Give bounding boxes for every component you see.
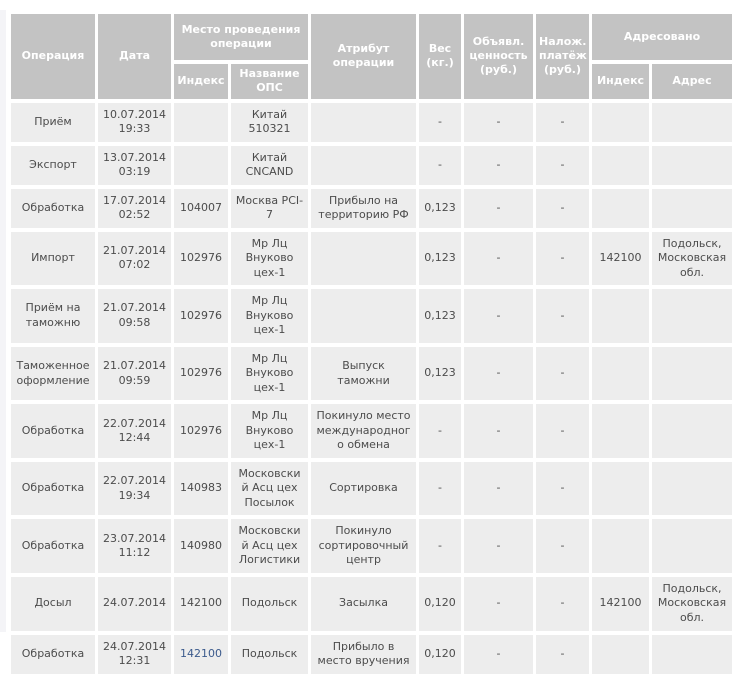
time-value: 02:52 bbox=[118, 208, 151, 222]
cell-attribute: Покинуло место международного обмена bbox=[311, 404, 416, 458]
cell-declared-value: - bbox=[464, 103, 533, 142]
cell-address bbox=[652, 189, 732, 228]
cell-cod: - bbox=[536, 577, 589, 631]
cell-address bbox=[652, 462, 732, 516]
date-value: 23.07.2014 bbox=[103, 531, 166, 545]
time-value: 09:58 bbox=[118, 316, 151, 329]
cell-declared-value: - bbox=[464, 232, 533, 286]
tracking-table-body bbox=[11, 103, 732, 674]
cell-operation: Обработка bbox=[11, 635, 95, 674]
date-value: 21.07.2014 bbox=[103, 359, 166, 373]
cell-cod: - bbox=[536, 347, 589, 401]
cell-weight: 0,123 bbox=[419, 189, 461, 228]
cell-cod: - bbox=[536, 635, 589, 674]
cell-place-index: 140983 bbox=[174, 462, 228, 516]
cell-declared-value: - bbox=[464, 146, 533, 185]
cell-declared-value: - bbox=[464, 347, 533, 401]
col-header-addressed-group: Адресовано bbox=[592, 14, 732, 60]
cell-cod: - bbox=[536, 103, 589, 142]
table-row bbox=[11, 103, 732, 142]
cell-cod: - bbox=[536, 189, 589, 228]
cell-date bbox=[98, 635, 171, 674]
cell-operation: Обработка bbox=[11, 519, 95, 573]
cell-date bbox=[98, 519, 171, 573]
col-header-attribute: Атрибут операции bbox=[311, 14, 416, 99]
date-value: 24.07.2014 bbox=[103, 596, 166, 610]
cell-attribute: Сортировка bbox=[311, 462, 416, 516]
date-value: 10.07.2014 bbox=[103, 107, 166, 121]
cell-date bbox=[98, 577, 171, 631]
cell-weight: - bbox=[419, 519, 461, 573]
cell-address bbox=[652, 103, 732, 142]
col-header-declared-value: Объявл. ценность (руб.) bbox=[464, 14, 533, 99]
cell-addressed-index: 142100 bbox=[592, 577, 649, 631]
cell-weight: 0,120 bbox=[419, 635, 461, 674]
cell-place-name: Мр Лц Внуково цех-1 bbox=[231, 289, 308, 343]
cell-date bbox=[98, 189, 171, 228]
cell-address bbox=[652, 347, 732, 401]
cell-place-index: 102976 bbox=[174, 404, 228, 458]
cell-cod: - bbox=[536, 404, 589, 458]
cell-place-name: Мр Лц Внуково цех-1 bbox=[231, 232, 308, 286]
cell-operation: Обработка bbox=[11, 462, 95, 516]
cell-operation: Импорт bbox=[11, 232, 95, 286]
cell-place-name: Московский Асц цех Логистики bbox=[231, 519, 308, 573]
cell-addressed-index bbox=[592, 289, 649, 343]
table-row bbox=[11, 146, 732, 185]
cell-weight: - bbox=[419, 462, 461, 516]
tracking-table bbox=[8, 10, 735, 678]
cell-addressed-index bbox=[592, 462, 649, 516]
cell-declared-value: - bbox=[464, 404, 533, 458]
cell-date bbox=[98, 232, 171, 286]
col-header-weight: Вес (кг.) bbox=[419, 14, 461, 99]
cell-cod: - bbox=[536, 519, 589, 573]
cell-weight: 0,120 bbox=[419, 577, 461, 631]
cell-place-name: Москва PCI-7 bbox=[231, 189, 308, 228]
cell-place-index: 102976 bbox=[174, 232, 228, 286]
cell-operation: Досыл bbox=[11, 577, 95, 631]
cell-declared-value: - bbox=[464, 462, 533, 516]
cell-attribute bbox=[311, 146, 416, 185]
cell-weight: 0,123 bbox=[419, 347, 461, 401]
cell-addressed-index bbox=[592, 635, 649, 674]
cell-weight: 0,123 bbox=[419, 289, 461, 343]
cell-addressed-index bbox=[592, 347, 649, 401]
cell-operation: Обработка bbox=[11, 404, 95, 458]
date-value: 21.07.2014 bbox=[103, 243, 166, 257]
cell-weight: - bbox=[419, 146, 461, 185]
cell-attribute: Прибыло на территорию РФ bbox=[311, 189, 416, 228]
cell-attribute: Покинуло сортировочный центр bbox=[311, 519, 416, 573]
cell-cod: - bbox=[536, 462, 589, 516]
col-header-addressed-address: Адрес bbox=[652, 64, 732, 99]
cell-operation: Приём на таможню bbox=[11, 289, 95, 343]
cell-place-name: Китай CNCAND bbox=[231, 146, 308, 185]
col-header-operation: Операция bbox=[11, 14, 95, 99]
cell-addressed-index bbox=[592, 189, 649, 228]
cell-weight: - bbox=[419, 103, 461, 142]
date-value: 21.07.2014 bbox=[103, 301, 166, 315]
cell-operation: Приём bbox=[11, 103, 95, 142]
cell-addressed-index bbox=[592, 519, 649, 573]
cell-place-index bbox=[174, 146, 228, 185]
cell-attribute: Прибыло в место вручения bbox=[311, 635, 416, 674]
time-value: 09:59 bbox=[118, 373, 151, 387]
cell-date bbox=[98, 103, 171, 142]
cell-attribute bbox=[311, 232, 416, 286]
cell-addressed-index bbox=[592, 103, 649, 142]
table-row bbox=[11, 404, 732, 458]
cell-place-name: Подольск bbox=[231, 577, 308, 631]
time-value: 19:34 bbox=[118, 488, 151, 502]
col-header-addressed-index: Индекс bbox=[592, 64, 649, 99]
cell-cod: - bbox=[536, 232, 589, 286]
col-header-place-index: Индекс bbox=[174, 64, 228, 99]
cell-declared-value: - bbox=[464, 289, 533, 343]
cell-addressed-index bbox=[592, 146, 649, 185]
cell-declared-value: - bbox=[464, 189, 533, 228]
table-row bbox=[11, 289, 732, 343]
table-row bbox=[11, 635, 732, 674]
cell-operation: Таможенное оформление bbox=[11, 347, 95, 401]
cell-place-index-link[interactable]: 142100 bbox=[174, 635, 228, 674]
cell-date bbox=[98, 146, 171, 185]
cell-place-index: 142100 bbox=[174, 577, 228, 631]
col-header-place-group: Место проведения операции bbox=[174, 14, 308, 60]
date-value: 22.07.2014 bbox=[103, 416, 166, 430]
cell-address bbox=[652, 289, 732, 343]
date-value: 22.07.2014 bbox=[103, 474, 166, 488]
table-row bbox=[11, 347, 732, 401]
page-left-gutter bbox=[0, 10, 6, 632]
cell-place-name: Подольск bbox=[231, 635, 308, 674]
cell-addressed-index bbox=[592, 404, 649, 458]
cell-attribute bbox=[311, 289, 416, 343]
cell-address bbox=[652, 519, 732, 573]
table-row bbox=[11, 577, 732, 631]
table-row bbox=[11, 462, 732, 516]
cell-address: Подольск, Московская обл. bbox=[652, 232, 732, 286]
cell-operation: Обработка bbox=[11, 189, 95, 228]
cell-place-name: Московский Асц цех Посылок bbox=[231, 462, 308, 516]
cell-place-index bbox=[174, 103, 228, 142]
col-header-cod: Налож. платёж (руб.) bbox=[536, 14, 589, 99]
cell-place-name: Китай 510321 bbox=[231, 103, 308, 142]
time-value: 07:02 bbox=[118, 258, 151, 272]
cell-attribute bbox=[311, 103, 416, 142]
cell-date bbox=[98, 404, 171, 458]
cell-declared-value: - bbox=[464, 519, 533, 573]
time-value: 12:31 bbox=[118, 654, 151, 668]
time-value: 19:33 bbox=[118, 122, 151, 136]
cell-place-name: Мр Лц Внуково цех-1 bbox=[231, 347, 308, 401]
time-value: 11:12 bbox=[118, 546, 151, 560]
cell-place-name: Мр Лц Внуково цех-1 bbox=[231, 404, 308, 458]
time-value: 12:44 bbox=[118, 431, 151, 445]
cell-address bbox=[652, 146, 732, 185]
table-row bbox=[11, 189, 732, 228]
cell-place-index: 140980 bbox=[174, 519, 228, 573]
cell-cod: - bbox=[536, 146, 589, 185]
cell-place-index: 102976 bbox=[174, 347, 228, 401]
cell-place-index: 102976 bbox=[174, 289, 228, 343]
table-header bbox=[11, 14, 732, 99]
cell-address bbox=[652, 635, 732, 674]
cell-weight: 0,123 bbox=[419, 232, 461, 286]
cell-attribute: Выпуск таможни bbox=[311, 347, 416, 401]
cell-address bbox=[652, 404, 732, 458]
cell-date bbox=[98, 289, 171, 343]
date-value: 24.07.2014 bbox=[103, 639, 166, 653]
date-value: 13.07.2014 bbox=[103, 150, 166, 164]
table-row bbox=[11, 232, 732, 286]
cell-attribute: Засылка bbox=[311, 577, 416, 631]
date-value: 17.07.2014 bbox=[103, 193, 166, 207]
cell-operation: Экспорт bbox=[11, 146, 95, 185]
table-row bbox=[11, 519, 732, 573]
cell-addressed-index: 142100 bbox=[592, 232, 649, 286]
cell-declared-value: - bbox=[464, 577, 533, 631]
cell-date bbox=[98, 462, 171, 516]
time-value: 03:19 bbox=[118, 165, 151, 179]
cell-date bbox=[98, 347, 171, 401]
col-header-date: Дата bbox=[98, 14, 171, 99]
cell-declared-value: - bbox=[464, 635, 533, 674]
col-header-place-name: Название ОПС bbox=[231, 64, 308, 99]
cell-address: Подольск, Московская обл. bbox=[652, 577, 732, 631]
cell-weight: - bbox=[419, 404, 461, 458]
cell-cod: - bbox=[536, 289, 589, 343]
cell-place-index: 104007 bbox=[174, 189, 228, 228]
